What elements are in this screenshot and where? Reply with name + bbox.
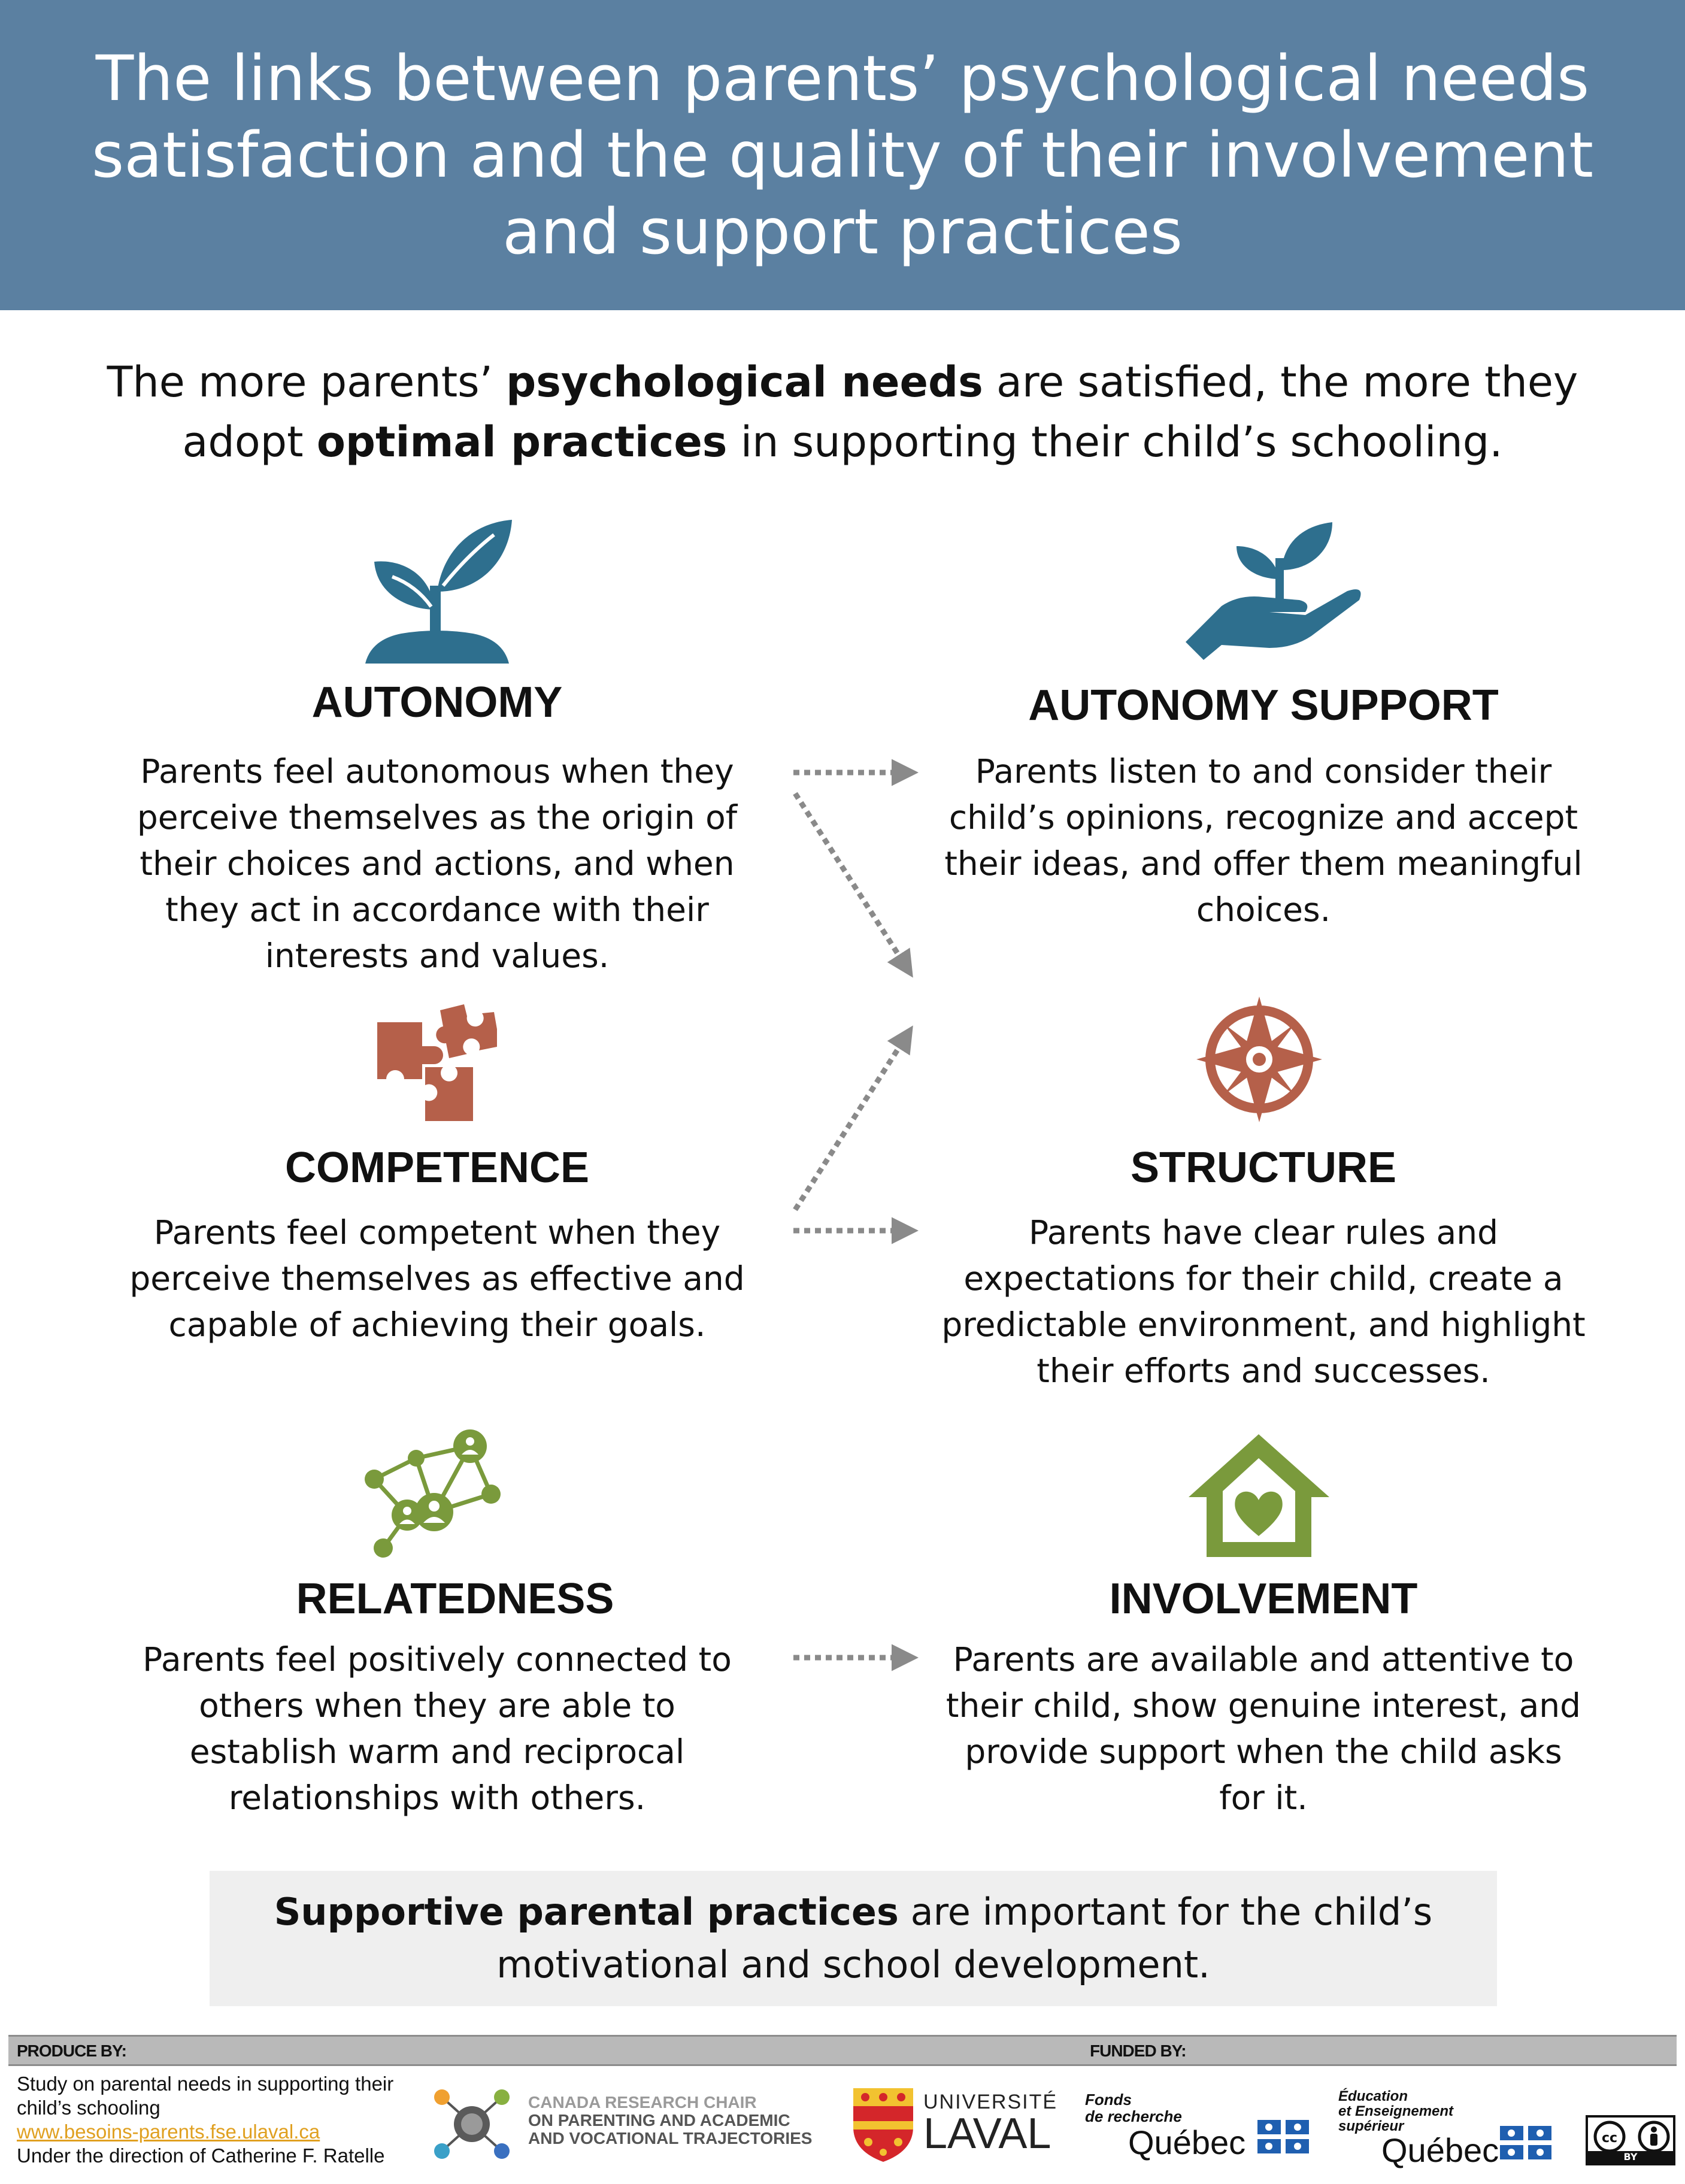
laval-line2: LAVAL [923, 2110, 1051, 2158]
ees-line3: supérieur [1338, 2118, 1404, 2134]
callout-bold: Supportive parental practices [274, 1890, 899, 1934]
study-line1: Study on parental needs in supporting their [17, 2073, 394, 2095]
laval-line1: UNIVERSITÉ [923, 2091, 1058, 2113]
cc-by-label: BY [1588, 2151, 1673, 2163]
intro-bold1: psychological needs [506, 358, 983, 407]
competence-title: COMPETENCE [284, 1144, 590, 1192]
intro-part3: in supporting their child’s schooling. [727, 417, 1503, 467]
footer-bar [8, 2035, 1677, 2066]
autonomy-support-description: Parents listen to and consider their child’s opinions, recognize and accept their ideas, and offer them meaningful choices. [944, 752, 1583, 929]
study-url-link[interactable]: www.besoins-parents.fse.ulaval.ca [17, 2121, 320, 2143]
study-line2: child’s schooling [17, 2097, 160, 2119]
creative-commons-badge [1586, 2115, 1675, 2165]
ees-line2: et Enseignement [1338, 2103, 1454, 2119]
intro-part1: The more parents’ [107, 358, 507, 407]
relatedness-description: Parents feel positively connected to others when they are able to establish warm and reciprocal relationships with others. [143, 1640, 732, 1817]
chair-line2: ON PARENTING AND ACADEMIC [528, 2111, 790, 2130]
universite-laval-crest-icon [850, 2085, 916, 2163]
autonomy-title: AUTONOMY [311, 678, 563, 726]
involvement-description: Parents are available and attentive to their child, show genuine interest, and provide support when the child asks for it. [945, 1640, 1581, 1817]
cc-icon [1593, 2120, 1626, 2153]
research-chair-logo-icon [430, 2085, 514, 2163]
intro-part2: are satisfied, the more they adopt [182, 358, 1578, 467]
attribution-person-icon [1637, 2120, 1671, 2153]
ees-line1: Éducation [1338, 2088, 1408, 2104]
frq-line2: de recherche [1085, 2107, 1182, 2125]
relatedness-title: RELATEDNESS [296, 1575, 614, 1623]
svg-text:cc: cc [1601, 2131, 1618, 2146]
autonomy-description: Parents feel autonomous when they perceive themselves as the origin of their choices and actions, and when they act in accordance with their interests and values. [137, 752, 738, 975]
ees-quebec: Québec [1381, 2131, 1499, 2169]
arrow-autonomy-to-structure [795, 793, 910, 973]
study-info [17, 2072, 424, 2168]
involvement-title: INVOLVEMENT [1109, 1575, 1418, 1623]
education-quebec-logo [1338, 2089, 1499, 2167]
autonomy-support-title: AUTONOMY SUPPORT [1028, 681, 1499, 729]
frq-line1: Fonds [1085, 2091, 1132, 2109]
chair-line3: AND VOCATIONAL TRAJECTORIES [528, 2129, 813, 2147]
intro-bold2: optimal practices [316, 417, 728, 467]
research-chair-text [528, 2094, 812, 2147]
chair-line1: CANADA RESEARCH CHAIR [528, 2093, 757, 2112]
produced-by-label: PRODUCE BY: [17, 2041, 126, 2060]
universite-laval-text [923, 2091, 1058, 2158]
structure-title: STRUCTURE [1131, 1144, 1396, 1192]
competence-description: Parents feel competent when they perceive themselves as effective and capable of achieving their goals. [129, 1213, 745, 1344]
frq-quebec: Québec [1128, 2124, 1246, 2161]
callout-rest: are important for the child’s motivational and school development. [496, 1890, 1433, 1986]
funded-by-label: FUNDED BY: [1090, 2041, 1186, 2060]
quebec-flag-icon-2 [1500, 2126, 1551, 2159]
direction-line: Under the direction of Catherine F. Ratelle [17, 2144, 385, 2167]
arrow-competence-to-autonomy-support [795, 1030, 910, 1210]
conclusion-callout [210, 1871, 1497, 2006]
structure-description: Parents have clear rules and expectations for their child, create a predictable environment, and highlight their efforts and successes. [941, 1213, 1586, 1390]
quebec-flag-icon [1257, 2120, 1309, 2153]
page-title: The links between parents’ psychological needs satisfaction and the quality of their involvement and support practices [92, 42, 1593, 268]
frq-logo [1085, 2091, 1245, 2161]
